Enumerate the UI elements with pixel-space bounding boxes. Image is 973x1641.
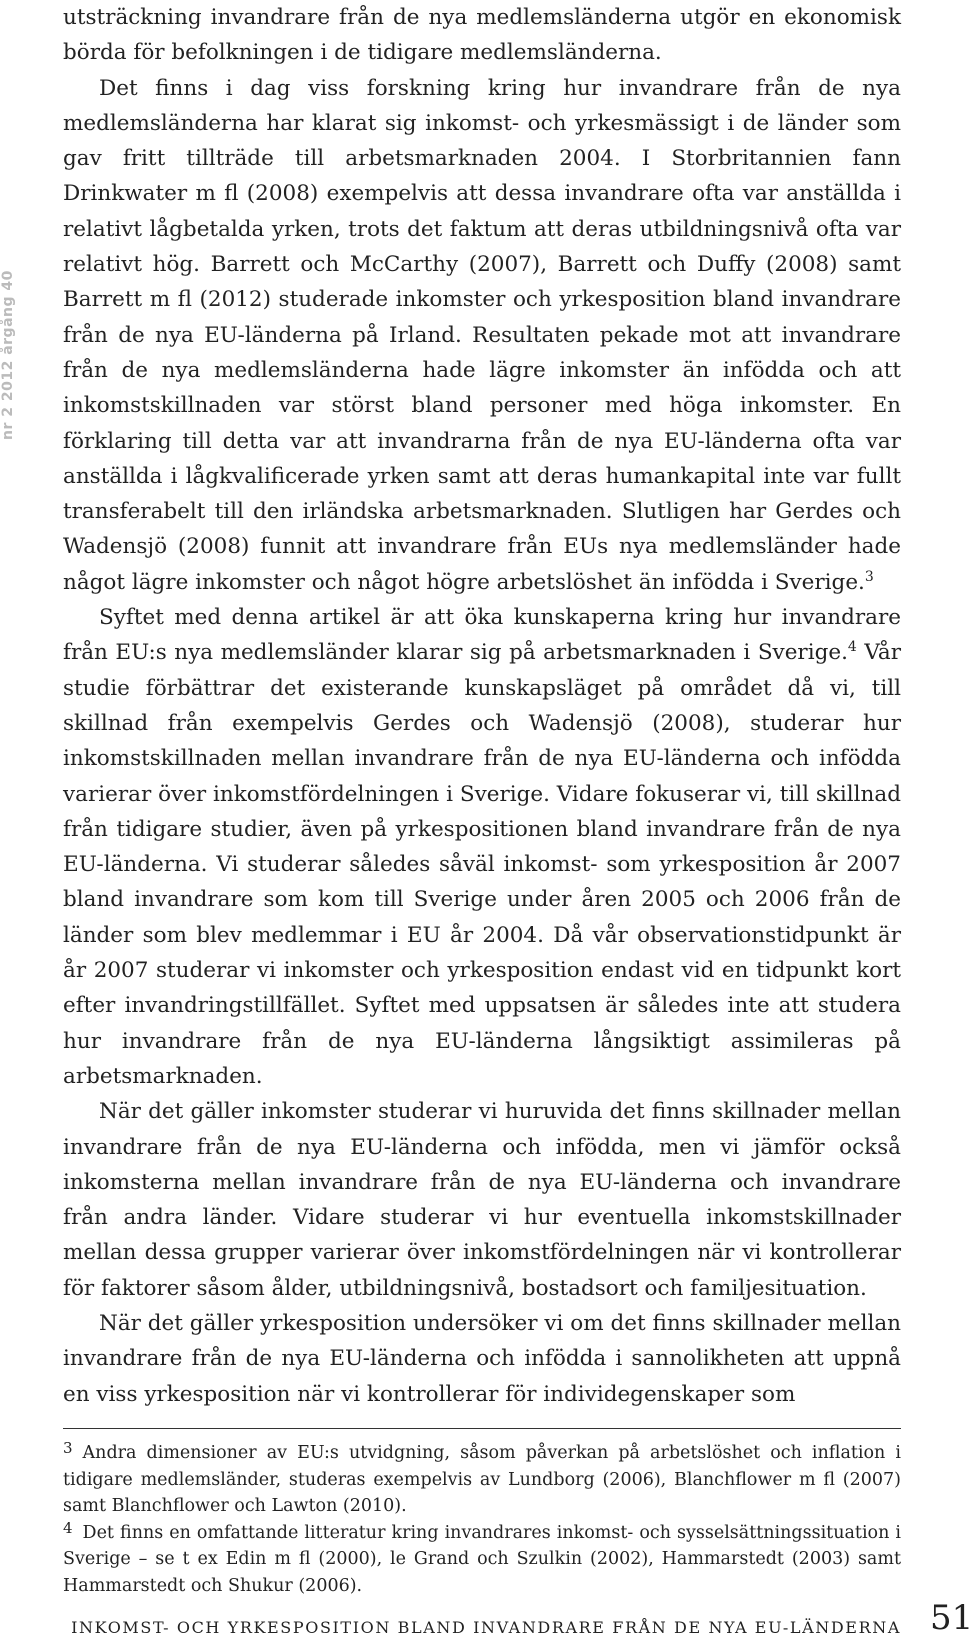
footnote-ref: 4 xyxy=(847,639,857,656)
paragraph xyxy=(63,600,901,1094)
paragraph-text: När det gäller yrkesposition undersöker vi om det finns skillnader mellan invandrare från de nya EU-länderna och infödda i sannolikheten att uppnå en viss yrkesposition när vi kontrollerar för individegenskaper som xyxy=(63,1310,901,1407)
paragraph-text: Vår studie förbättrar det existerande kunskapsläget på området då vi, till skillnad från exempelvis Gerdes och Wadensjö (2008), studerar hur inkomstskillnaden mellan invandrare från de nya EU-länderna och infödda varierar över inkomstfördelningen i Sverige. Vidare fokuserar vi, till skillnad från tidigare studier, även på yrkespositionen bland invandrare från de nya EU-länderna. Vi studerar således såväl inkomst- som yrkesposition år 2007 bland invandrare som kom till Sverige under åren 2005 och 2006 från de länder som blev medlemmar i EU år 2004. Då vår observationstidpunkt är år 2007 studerar vi inkomster och yrkesposition endast vid en tidpunkt kort efter invandringstillfället. Syftet med uppsatsen är således inte att studera hur invandrare från de nya EU-länderna långsiktigt assimileras på arbetsmarknaden. xyxy=(63,640,901,1089)
paragraph xyxy=(63,71,901,600)
page-number: 51 xyxy=(930,1598,973,1638)
footnote-divider xyxy=(63,1428,901,1429)
footnote-text: Andra dimensioner av EU:s utvidgning, såsom påverkan på arbetslöshet och inflation i tidigare medlemsländer, studeras exempelvis av Lundborg (2006), Blanchflower m fl (2007) samt Blanchflower och Lawton (2010). xyxy=(63,1443,901,1516)
paragraph xyxy=(63,1094,901,1306)
paragraph xyxy=(63,1306,901,1412)
footnote xyxy=(63,1520,901,1600)
footnote-ref: 3 xyxy=(864,568,874,585)
footnote-number: 3 xyxy=(63,1439,73,1457)
paragraph xyxy=(63,0,901,71)
paragraph-text: När det gäller inkomster studerar vi huruvida det finns skillnader mellan invandrare från de nya EU-länderna och infödda, men vi jämför också inkomsterna mellan invandrare från de nya EU-länderna och invandrare från andra länder. Vidare studerar vi hur eventuella inkomstskillnader mellan dessa grupper varierar över inkomstfördelningen när vi kontrollerar för faktorer såsom ålder, utbildningsnivå, bostadsort och familjesituation. xyxy=(63,1099,901,1301)
journal-issue-label: nr 2 2012 årgång 40 xyxy=(0,270,16,440)
paragraph-text: Syftet med denna artikel är att öka kunskaperna kring hur invandrare från EU:s nya medlemsländer klarar sig på arbetsmarknaden i Sverige. xyxy=(63,605,901,666)
paragraph-text: Det finns i dag viss forskning kring hur invandrare från de nya medlemsländerna har klarat sig inkomst- och yrkesmässigt i de länder som gav fritt tillträde till arbetsmarknaden 2004. I Storbritannien fann Drinkwater m fl (2008) exempelvis att dessa invandrare ofta var anställda i relativt lågbetalda yrken, trots det faktum att deras utbildningsnivå ofta var relativt hög. Barrett och McCarthy (2007), Barrett och Duffy (2008) samt Barrett m fl (2012) studerade inkomster och yrkesposition bland invandrare från de nya EU-länderna på Irland. Resultaten pekade mot att invandrare från de nya medlemsländerna hade lägre inkomster än infödda och att inkomstskillnaden var störst bland personer med höga inkomster. En förklaring till detta var att invandrarna från de nya EU-länderna ofta var anställda i lågkvalificerade yrken samt att deras humankapital inte var fullt transferabelt till den irländska arbetsmarknaden. Slutligen har Gerdes och Wadensjö (2008) funnit att invandrare från EUs nya medlemsländer hade något lägre inkomster och något högre arbetslöshet än infödda i Sverige. xyxy=(63,75,901,595)
footnote-number: 4 xyxy=(63,1518,73,1537)
footnote-text: Det finns en omfattande litteratur kring invandrares inkomst- och sysselsättningssituation i Sverige – se t ex Edin m fl (2000), le Grand och Szulkin (2002), Hammarstedt (2003) samt Hammarstedt och Shukur (2006). xyxy=(63,1522,901,1596)
footnote xyxy=(63,1440,901,1520)
body-text xyxy=(63,0,901,1412)
running-footer: INKOMST- OCH YRKESPOSITION BLAND INVANDRARE FRÅN DE NYA EU-LÄNDERNA xyxy=(71,1618,901,1637)
paragraph-text: utsträckning invandrare från de nya medlemsländerna utgör en ekonomisk börda för befolkningen i de tidigare medlemsländerna. xyxy=(63,5,901,66)
footnotes xyxy=(63,1440,901,1599)
